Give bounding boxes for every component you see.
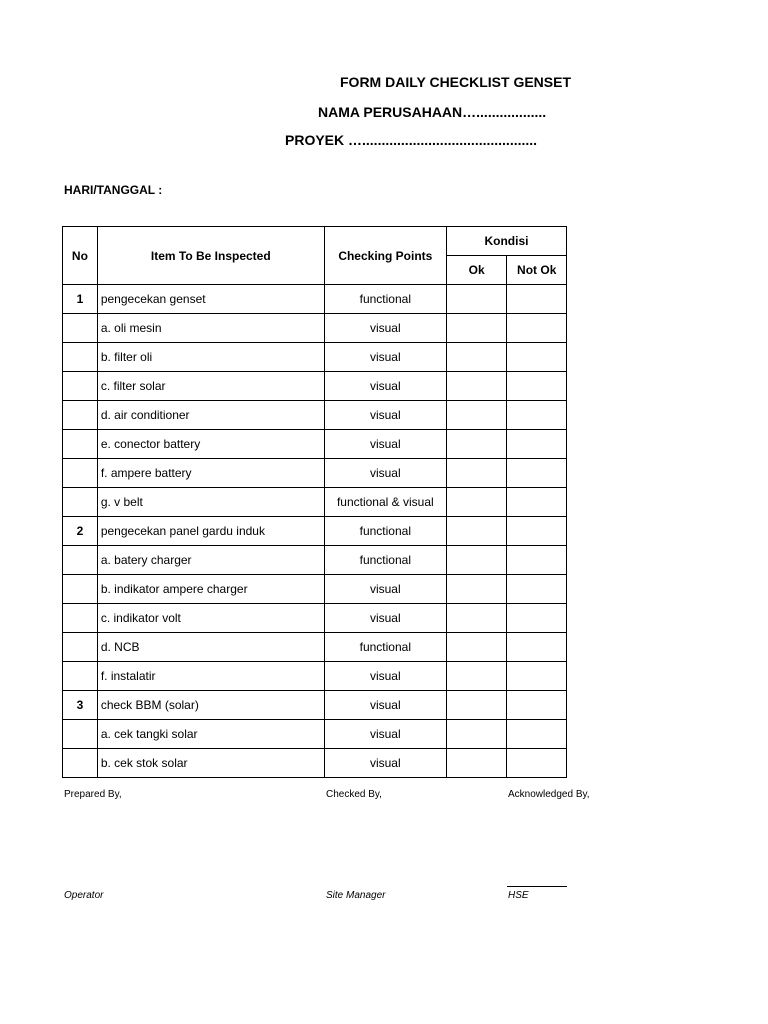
table-row <box>63 691 567 720</box>
row-number <box>63 749 98 778</box>
table-row <box>63 662 567 691</box>
row-not-ok-checkbox[interactable] <box>507 285 567 314</box>
row-number <box>63 372 98 401</box>
row-not-ok-checkbox[interactable] <box>507 343 567 372</box>
row-item: c. filter solar <box>97 372 324 401</box>
row-not-ok-checkbox[interactable] <box>507 401 567 430</box>
site-manager-label: Site Manager <box>326 890 386 901</box>
row-ok-checkbox[interactable] <box>446 430 507 459</box>
row-ok-checkbox[interactable] <box>446 633 507 662</box>
row-checking-point: visual <box>324 749 446 778</box>
row-ok-checkbox[interactable] <box>446 401 507 430</box>
row-number <box>63 401 98 430</box>
row-checking-point: visual <box>324 343 446 372</box>
row-ok-checkbox[interactable] <box>446 604 507 633</box>
row-number <box>63 604 98 633</box>
row-item: b. indikator ampere charger <box>97 575 324 604</box>
row-number: 3 <box>63 691 98 720</box>
signature-line <box>507 886 567 887</box>
row-not-ok-checkbox[interactable] <box>507 633 567 662</box>
row-item: f. instalatir <box>97 662 324 691</box>
row-ok-checkbox[interactable] <box>446 314 507 343</box>
row-checking-point: functional <box>324 633 446 662</box>
table-row <box>63 430 567 459</box>
row-checking-point: visual <box>324 720 446 749</box>
row-checking-point: visual <box>324 691 446 720</box>
checklist-rows <box>63 285 567 778</box>
row-not-ok-checkbox[interactable] <box>507 517 567 546</box>
table-row <box>63 343 567 372</box>
row-number <box>63 546 98 575</box>
row-number <box>63 459 98 488</box>
row-ok-checkbox[interactable] <box>446 720 507 749</box>
row-number <box>63 430 98 459</box>
row-ok-checkbox[interactable] <box>446 488 507 517</box>
row-ok-checkbox[interactable] <box>446 343 507 372</box>
row-ok-checkbox[interactable] <box>446 691 507 720</box>
prepared-by-label: Prepared By, <box>64 789 122 800</box>
row-not-ok-checkbox[interactable] <box>507 372 567 401</box>
row-item: pengecekan genset <box>97 285 324 314</box>
row-number <box>63 575 98 604</box>
row-item: a. batery charger <box>97 546 324 575</box>
table-row <box>63 720 567 749</box>
hse-label: HSE <box>508 890 529 901</box>
header-ok: Ok <box>446 256 507 285</box>
row-number <box>63 662 98 691</box>
row-checking-point: functional <box>324 517 446 546</box>
table-row <box>63 546 567 575</box>
form-title: FORM DAILY CHECKLIST GENSET <box>340 74 572 90</box>
checklist-table <box>62 226 567 778</box>
row-item: c. indikator volt <box>97 604 324 633</box>
row-checking-point: visual <box>324 372 446 401</box>
row-not-ok-checkbox[interactable] <box>507 430 567 459</box>
row-checking-point: visual <box>324 401 446 430</box>
acknowledged-by-label: Acknowledged By, <box>508 789 590 800</box>
row-item: d. air conditioner <box>97 401 324 430</box>
row-ok-checkbox[interactable] <box>446 285 507 314</box>
row-checking-point: visual <box>324 430 446 459</box>
header-kondisi: Kondisi <box>446 227 566 256</box>
row-ok-checkbox[interactable] <box>446 662 507 691</box>
row-ok-checkbox[interactable] <box>446 517 507 546</box>
row-number <box>63 633 98 662</box>
table-row <box>63 633 567 662</box>
date-label: HARI/TANGGAL : <box>64 183 163 197</box>
row-not-ok-checkbox[interactable] <box>507 662 567 691</box>
operator-label: Operator <box>64 890 104 901</box>
row-item: f. ampere battery <box>97 459 324 488</box>
header-not-ok: Not Ok <box>507 256 567 285</box>
row-number: 2 <box>63 517 98 546</box>
row-item: d. NCB <box>97 633 324 662</box>
table-row <box>63 285 567 314</box>
row-number <box>63 720 98 749</box>
row-ok-checkbox[interactable] <box>446 372 507 401</box>
row-not-ok-checkbox[interactable] <box>507 488 567 517</box>
row-not-ok-checkbox[interactable] <box>507 459 567 488</box>
row-item: a. oli mesin <box>97 314 324 343</box>
row-not-ok-checkbox[interactable] <box>507 749 567 778</box>
table-row <box>63 749 567 778</box>
row-number <box>63 343 98 372</box>
row-number: 1 <box>63 285 98 314</box>
table-row <box>63 575 567 604</box>
table-row <box>63 401 567 430</box>
row-not-ok-checkbox[interactable] <box>507 691 567 720</box>
row-item: check BBM (solar) <box>97 691 324 720</box>
header-checking-points: Checking Points <box>324 227 446 285</box>
row-checking-point: functional <box>324 285 446 314</box>
row-number <box>63 314 98 343</box>
row-checking-point: functional & visual <box>324 488 446 517</box>
row-number <box>63 488 98 517</box>
table-row <box>63 604 567 633</box>
row-ok-checkbox[interactable] <box>446 546 507 575</box>
row-ok-checkbox[interactable] <box>446 575 507 604</box>
row-ok-checkbox[interactable] <box>446 749 507 778</box>
table-row <box>63 459 567 488</box>
table-row <box>63 517 567 546</box>
company-name-line: NAMA PERUSAHAAN….................. <box>318 104 547 120</box>
row-not-ok-checkbox[interactable] <box>507 314 567 343</box>
project-line: PROYEK …............................................. <box>285 132 538 148</box>
header-no: No <box>63 227 98 285</box>
row-not-ok-checkbox[interactable] <box>507 720 567 749</box>
row-checking-point: visual <box>324 459 446 488</box>
row-item: e. conector battery <box>97 430 324 459</box>
table-row <box>63 372 567 401</box>
row-checking-point: visual <box>324 662 446 691</box>
table-row <box>63 314 567 343</box>
row-item: b. filter oli <box>97 343 324 372</box>
row-checking-point: visual <box>324 575 446 604</box>
row-item: pengecekan panel gardu induk <box>97 517 324 546</box>
row-checking-point: visual <box>324 604 446 633</box>
table-row <box>63 488 567 517</box>
row-not-ok-checkbox[interactable] <box>507 575 567 604</box>
row-item: a. cek tangki solar <box>97 720 324 749</box>
row-ok-checkbox[interactable] <box>446 459 507 488</box>
row-checking-point: functional <box>324 546 446 575</box>
row-item: g. v belt <box>97 488 324 517</box>
row-item: b. cek stok solar <box>97 749 324 778</box>
row-not-ok-checkbox[interactable] <box>507 604 567 633</box>
row-not-ok-checkbox[interactable] <box>507 546 567 575</box>
row-checking-point: visual <box>324 314 446 343</box>
checked-by-label: Checked By, <box>326 789 382 800</box>
header-item: Item To Be Inspected <box>97 227 324 285</box>
